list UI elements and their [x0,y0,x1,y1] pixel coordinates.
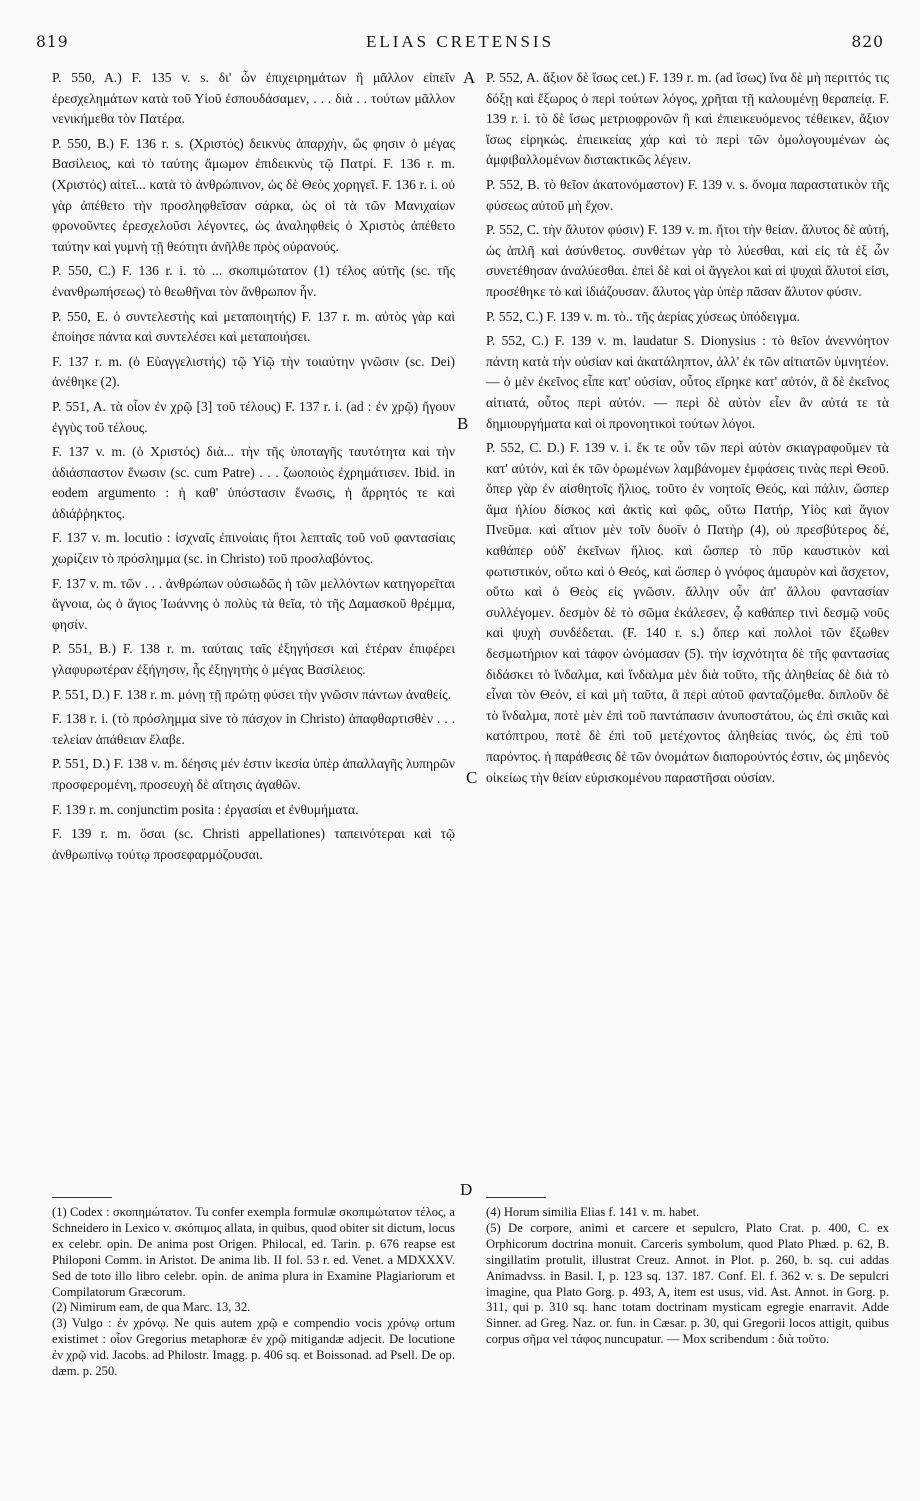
right-paragraph: P. 552, A. ἄξιον δὲ ἴσως cet.) F. 139 r. m. (ad ἴσως) ἵνα δὲ μὴ περιττός τις δόξῃ καὶ ἔξωρος ὁ περὶ τούτων λόγος, χρῆται τῇ καλουμένῃ θεραπείᾳ. F. 139 r. i. τὸ δὲ ἴσως μετριοφρονῶν ἢ καὶ ἐπιεικευόμενος τέθεικεν, ἄξιον ἴσως εἰρηκώς. ἐπιεικείας χάρ καὶ τὸ περὶ τῶν ὁμολογουμένων ὡς ἀμφιβαλλομένων διστακτικῶς λέγειν. [486,70,889,168]
left-paragraph: P. 550, E. ὁ συντελεστὴς καὶ μεταποιητής) F. 137 r. m. αὐτὸς γὰρ καὶ ἐποίησε πάντα καὶ συντελέσει καὶ μεταποιήσει. [52,308,455,345]
left-paragraph: P. 551, B.) F. 138 r. m. ταύταις ταῖς ἐξηγήσεσι καὶ ἑτέραν ἐπιφέρει γλαφυρωτέραν ἐξήγησιν, ἧς ἐξηγητὴς ὁ μέγας Βασίλειος. [52,641,455,678]
page-number-right: 820 [851,33,884,51]
left-paragraph: P. 551, D.) F. 138 r. m. μόνῃ τῇ πρώτῃ φύσει τὴν γνῶσιν πάντων ἀναθείς. [52,686,452,702]
left-paragraph: F. 138 r. i. (τὸ πρόσλημμα sive τὸ πάσχον in Christo) ἀπαφθαρτισθὲν . . . τελείαν ἀπάθειαν ἔλαβε. [52,711,455,747]
margin-marker-c: C [466,768,478,787]
margin-marker-d: D [460,1180,473,1199]
left-column [52,68,455,869]
left-paragraph: P. 551, A. τὰ οἷον ἐν χρῷ [3] τοῦ τέλους) F. 137 r. i. (ad : ἐν χρῷ) ἤγουν ἐγγὺς τοῦ τέλους. [52,398,455,435]
right-paragraph: P. 552, C. D.) F. 139 v. i. ἔκ τε οὖν τῶν περὶ αὐτὸν σκιαγραφοῦμεν τὰ κατ' αὐτόν, καὶ ἐκ τῶν ὁρωμένων λαμβάνομεν ἐμφάσεις τινὰς περὶ Θεοῦ. ὅπερ γὰρ ἐν αἰσθητοῖς ἥλιος, τοῦτο ἐν νοητοῖς Θεός, καὶ πάλιν, ὥσπερ ἅμα ἡλίου δίσκος καὶ ἀκτὶς καὶ φῶς, οὕτω Πατήρ, Υἱὸς καὶ ἅγιον Πνεῦμα. καὶ αἴτιον μὲν τοῖν δυοῖν ὁ Πατὴρ (4), οὐ πρεσβύτερος δέ, καθάπερ οὐδ' ἐκεῖνων ἥλιος. καὶ ὥσπερ τὸ πῦρ καυστικὸν καὶ φωτιστικόν, οὕτω καὶ ὁ Θεός, καὶ ὥσπερ ὁ γνόφος ἀμαυρὸν καὶ ἄσχετον, οὕτω καὶ ὁ Θεὸς εἰς γνῶσιν. ἄλλην οὖν ἀπ' ἄλλου φαντασίαν συλλέγομεν. δεσμὸν δὲ τὸ σῶμα ἐκάλεσεν, ᾧ καθάπερ τινὶ δεσμῷ νοῦς καὶ ψυχὴ συνδέδεται. (F. 140 r. s.) ὅπερ καὶ πολλοὶ τῶν ἔξωθεν δεσμωτήριον καὶ τάφον ὠνόμασαν (5). τὴν ἰσχνότητα δὲ τῆς φαντασίας διδάσκει τὸ ἴνδαλμα, καὶ ἴνδαλμα μὲν διὰ τοῦτο, τῆς ἀληθείας δὲ διὰ τὸ εἶναι τὸν Θεόν, εἰ καὶ μὴ ταῦτα, ἃ περὶ αὐτοῦ φανταζόμεθα. διπλοῦν δὲ τὸ ἴνδαλμα, ποτὲ μὲν ἐπὶ τοῦ παντάπασιν ἀνυποστάτου, ὡς ἐπὶ σκιᾶς καὶ κατόπτρου, ποτὲ δὲ ἐπὶ τοῦ μετέχοντος ἀληθείας τινός, ὡς ἐπὶ τοῦ παρόντος. ἡ παράθεσις δὲ τῶν ὀνομάτων διαπορούντός ἐστιν, ὡς μηδενὸς οἰκείως τὴν θείαν εὑρισκομένου παραστῆσαι οὐσίαν. [486,440,889,785]
footnote-rule-right [486,1197,546,1198]
left-paragraph: F. 139 r. m. ὅσαι (sc. Christi appellationes) ταπεινότεραι καὶ τῷ ἀνθρωπίνῳ τούτῳ προσεφαρμόζουσαι. [52,826,455,862]
footnote: (2) Nimirum eam, de qua Marc. 13, 32. [52,1300,251,1315]
left-paragraph: F. 137 v. m. (ὁ Χριστός) διὰ... τὴν τῆς ὑποταγῆς ταυτότητα καὶ τὴν ἀδιάσπαστον ἕνωσιν (sc. cum Patre) . . . ζωοποιὸς ἐχρημάτισεν. Ibid. in eodem argumento : ἡ καθ' ὑπόστασιν ἕνωσις, ἡ ἄρρητός τε καὶ ἀδιάῤῥηκτος. [52,444,455,521]
page-number-left: 819 [36,33,69,51]
right-paragraph: P. 552, B. τὸ θεῖον ἀκατονόμαστον) F. 139 v. s. ὄνομα παραστατικὸν τῆς φύσεως αὐτοῦ μὴ ἔχον. [486,176,889,213]
margin-marker-b: B [457,414,469,433]
footnote: (3) Vulgo : ἐν χρόνῳ. Ne quis autem χρῷ e compendio vocis χρόνῳ ortum existimet : οἷον Gregorius metaphoræ ἐν χρῷ mitigandæ adjecit. De locutione ἐν χρῷ vid. Jacobs. ad Philostr. Imagg. p. 406 sq. et Boissonad. ad Psell. De op. dæm. p. 250. [52,1316,455,1379]
left-paragraph: F. 139 r. m. conjunctim posita : ἐργασίαι et ἐνθυμήματα. [52,801,359,817]
right-column [486,68,889,792]
left-paragraph: P. 550, C.) F. 136 r. i. τὸ ... σκοπιμώτατον (1) τέλος αὐτῆς (sc. τῆς ἐνανθρωπήσεως) τὸ θεωθῆναι τὸν ἄνθρωπον ἦν. [52,263,455,299]
left-paragraph: F. 137 r. m. (ὁ Εὐαγγελιστής) τῷ Υἱῷ τὴν τοιαύτην γνῶσιν (sc. Dei) ἀνέθηκε (2). [52,353,455,390]
footnote: (1) Codex : σκοπημώτατον. Tu confer exempla formulæ σκοπιμώτατον τέλος, a Schneidero in Lexico v. σκόπιμος allata, in quibus, quod obiter sit dictum, locus ex celebr. opin. De anima post Origen. Philocal, ed. Tarin. p. 676 reapse est Philoponi Comm. in Aristot. De anima lib. II fol. 53 r. ed. Venet. a MDXXXV. Sed de toto illo libro celebr. opin. de anima plura in Examine Plagiariorum et Compilatorum Græcorum. [52,1205,455,1299]
footnotes-right [486,1205,889,1348]
left-paragraph: F. 137 v. m. locutio : ἰσχναῖς ἐπινοίαις ἤτοι λεπταῖς τοῦ νοῦ φαντασίαις χωρίζειν τὸ πρόσλημμα (sc. in Christo) τοῦ προσλαβόντος. [52,530,455,567]
left-paragraph: P. 550, A.) F. 135 v. s. δι' ὧν ἐπιχειρημάτων ἢ μᾶλλον εἰπεῖν ἐρεσχελημάτων κατὰ τοῦ Υἱοῦ ἐσπουδάσαμεν, . . . διὰ . . τούτων μᾶλλον νενικήμεθα τὸν Πατέρα. [52,70,455,127]
left-paragraph: P. 551, D.) F. 138 v. m. δέησις μέν ἐστιν ἱκεσία ὑπὲρ ἀπαλλαγῆς λυπηρῶν προσφερομένη, προσευχὴ δὲ αἴτησις ἀγαθῶν. [52,756,455,792]
right-paragraph: P. 552, C.) F. 139 v. m. laudatur S. Dionysius : τὸ θεῖον ἀνεννόητον πάντη κατὰ τὴν οὐσίαν καὶ ἀκατάληπτον, ἀλλ' ἐκ τῶν αἰτιατῶν ὑμνητέον. — ὁ μὲν ἐκεῖνος εἶπε κατ' οὐσίαν, οὗτος εἴρηκε κατ' αὐτόν, ἃ δὲ ἐκεῖνος αἰτιατά, οὗτος περὶ αὐτόν. — περὶ δὲ αὐτὸν εἶεν ἂν αὐτά τε τὰ δημιουργήματα καὶ οἱ προνοητικοὶ τούτων λόγοι. [486,333,889,431]
left-paragraph: P. 550, B.) F. 136 r. s. (Χριστός) δεικνὺς ἀπαρχὴν, ὥς φησιν ὁ μέγας Βασίλειος, καὶ τὸ ταύτης ἄμωμον ἐπιδεικνὺς τῷ Πατρί. F. 136 r. m. (Χριστός) αἰτεῖ... κατὰ τὸ ἀνθρώπινον, ὡς δὲ Θεὸς χορηγεῖ. F. 136 r. i. οὐ γὰρ ἀπέθετο τὴν προσληφθεῖσαν σάρκα, ὡς οἱ τὰ τῶν Μανιχαίων φρονοῦντες ἐρεσχελοῦσι λέγοντες, ὡς ἀναληφθεὶς ὁ Χριστὸς ἀπέθετο ταύτην καὶ γυμνὴ τῇ θεότητι ἀνῆλθε πρὸς οὐρανούς. [52,135,455,254]
running-header [36,32,884,56]
right-paragraph: P. 552, C. τὴν ἄλυτον φύσιν) F. 139 v. m. ἤτοι τὴν θείαν. ἄλυτος δὲ αὐτή, ὡς ἁπλῆ καὶ ἀσύνθετος. συνθέτων γὰρ τὸ λύεσθαι, καὶ εἰς τὰ ἐξ ὧν συνετέθησαν ἀναλύεσθαι. ἐπεὶ δὲ καὶ οἱ ἄγγελοι καὶ αἱ ψυχαὶ ἄλυτοί εἰσι, προσέθηκε τὸ καὶ ἰδιάζουσαν. ἄλυτος γὰρ ὑπὲρ πᾶσαν ἄλυτον φύσιν. [486,222,889,299]
left-paragraph: F. 137 v. m. τῶν . . . ἀνθρώπων οὐσιωδῶς ἡ τῶν μελλόντων κατηγορεῖται ἄγνοια, ὡς ὁ ἅγιος Ἰωάννης ὁ πολὺς τὰ θεῖα, τὸ τῆς Δαμασκοῦ θρέμμα, φησίν. [52,575,455,632]
margin-marker-a: A [463,68,476,87]
footnotes-left [52,1205,455,1380]
footnote: (4) Horum similia Elias f. 141 v. m. habet. [486,1205,700,1219]
footnote-rule-left [52,1197,112,1198]
footnote: (5) De corpore, animi et carcere et sepulcro, Plato Crat. p. 400, C. ex Orphicorum doctrina monuit. Carceris symbolum, quod Plato Phæd. p. 62, B. singillatim protulit, illustrat Creuz. Annot. in Plot. p. 260, b. sq. cui addas Animadvss. in Basil. I, p. 123 sq. 137. 187. Conf. El. f. 362 v. s. De sepulcri imagine, qua Plato Gorg. p. 493, A, item est usus, vid. Ast. Annot. in Gorg. p. 311, qui p. 310 sq. hanc totam doctrinam mysticam egregie enarravit. Adde Sinner. ad Greg. Naz. or. fun. in Cæsar. p. 30, qui Gregorii locos attigit, quibus corpus σῆμα vel τάφος nuncupatur. — Mox scribendum : διὰ τοῦτο. [486,1220,889,1347]
running-title: ELIAS CRETENSIS [365,32,555,51]
right-paragraph: P. 552, C.) F. 139 v. m. τὸ.. τῆς ἀερίας χύσεως ὑπόδειγμα. [486,308,801,324]
